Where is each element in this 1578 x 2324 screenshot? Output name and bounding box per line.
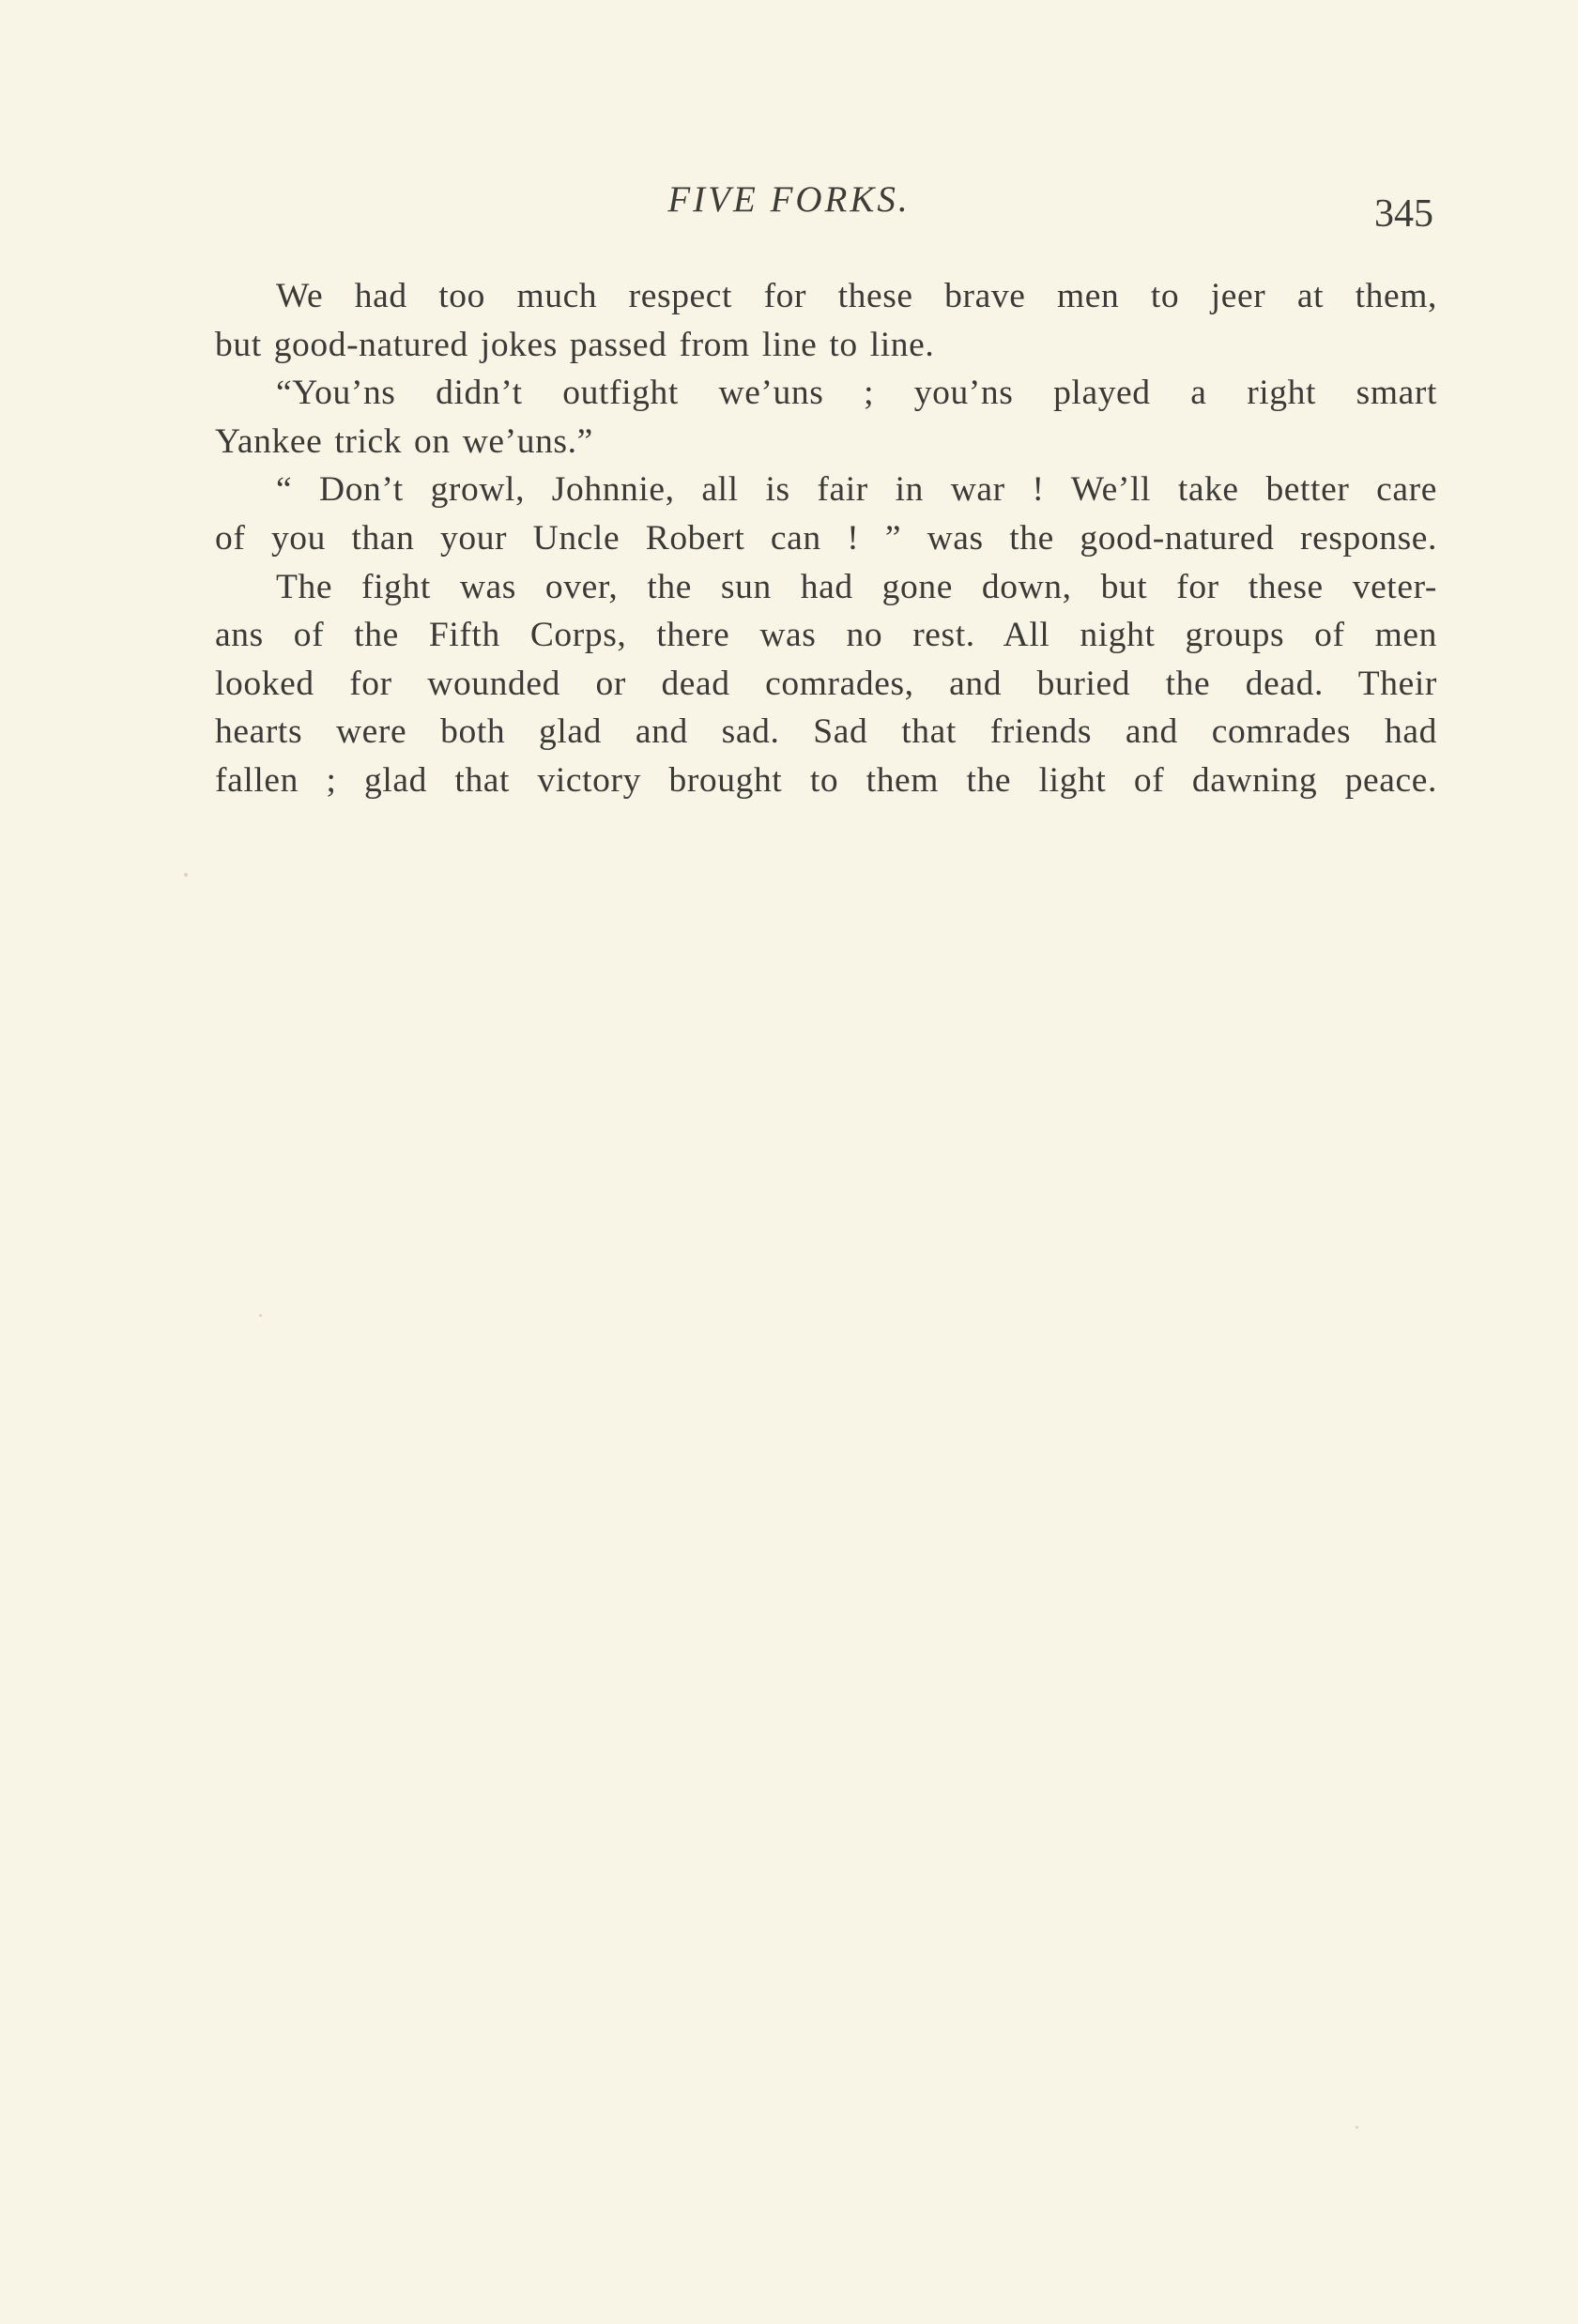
text-line: of you than your Uncle Robert can ! ” was the good-natured response.: [215, 518, 1437, 558]
text-line: Yankee trick on we’uns.”: [215, 421, 593, 461]
paper-speck: [1356, 2126, 1358, 2129]
paper-speck: [184, 873, 188, 877]
text-line: fallen ; glad that victory brought to them the light of dawning peace.: [215, 760, 1437, 800]
text-line: but good-natured jokes passed from line to line.: [215, 325, 935, 364]
text-line: We had too much respect for these brave men to jeer at them,: [276, 277, 1437, 315]
text-line: The fight was over, the sun had gone down, but for these veter-: [276, 567, 1437, 606]
paper-speck: [259, 1314, 262, 1317]
text-line: “You’ns didn’t outfight we’uns ; you’ns played a right smart: [276, 374, 1437, 413]
page-number: 345: [1374, 192, 1433, 236]
body-text: [215, 272, 1437, 805]
text-line: ans of the Fifth Corps, there was no rest. All night groups of men: [215, 616, 1437, 655]
text-line: “ Don’t growl, Johnnie, all is fair in war ! We’ll take better care: [276, 470, 1437, 510]
text-line: hearts were both glad and sad. Sad that friends and comrades had: [215, 712, 1437, 752]
text-line: looked for wounded or dead comrades, and buried the dead. Their: [215, 664, 1437, 703]
running-head: FIVE FORKS.: [667, 179, 911, 220]
